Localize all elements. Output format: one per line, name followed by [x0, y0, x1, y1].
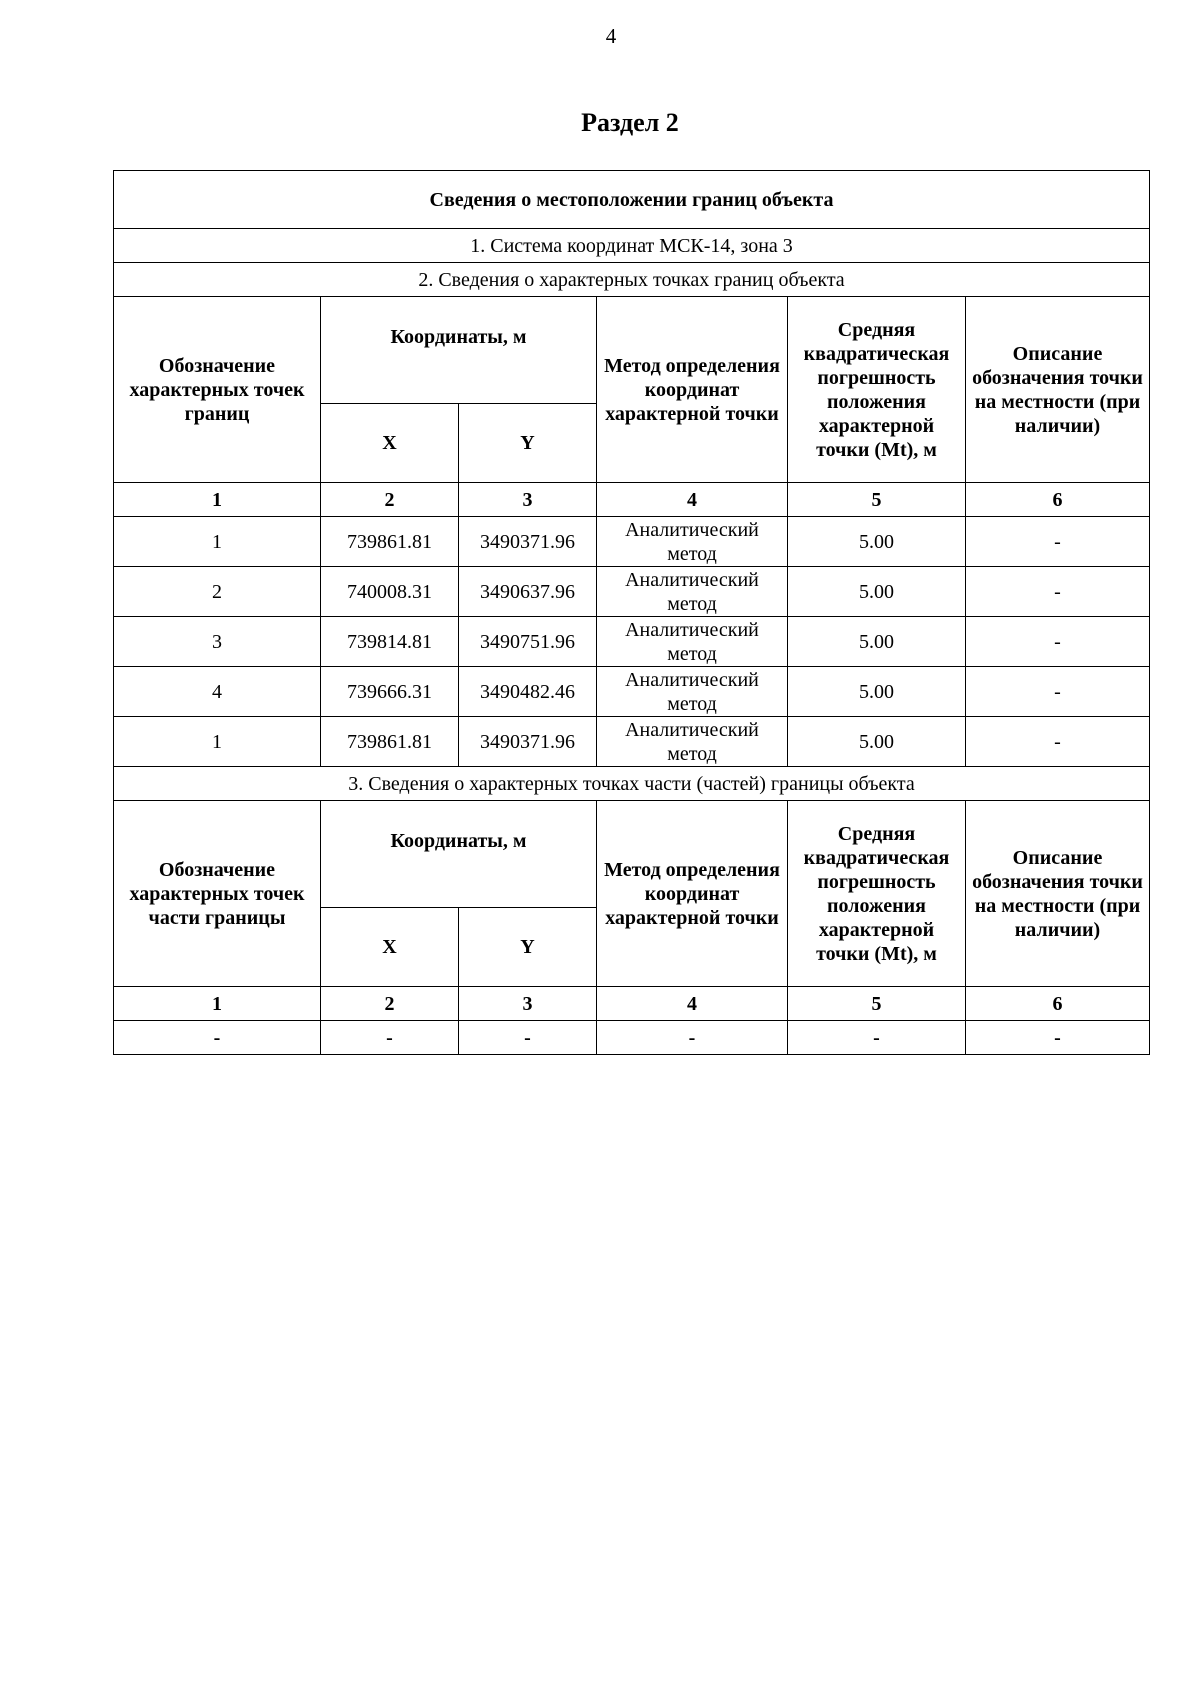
y-cell: 3490637.96	[459, 567, 597, 617]
header-point-designation: Обозначение характерных точек границ	[114, 297, 321, 483]
mt-cell: 5.00	[788, 567, 966, 617]
method-cell: Аналитический метод	[597, 667, 788, 717]
x-cell: 739861.81	[321, 717, 459, 767]
col-number: 4	[597, 483, 788, 517]
desc-cell: -	[966, 717, 1150, 767]
part-points-section-label: 3. Сведения о характерных точках части (частей) границы объекта	[114, 767, 1150, 801]
desc-cell: -	[966, 617, 1150, 667]
col-number: 5	[788, 483, 966, 517]
mt-cell: -	[788, 1021, 966, 1055]
x-cell: 739814.81	[321, 617, 459, 667]
x-cell: 740008.31	[321, 567, 459, 617]
boundary-table	[113, 170, 1150, 1055]
header-coordinates: Координаты, м	[321, 297, 597, 404]
point-cell: 2	[114, 567, 321, 617]
col-number: 1	[114, 483, 321, 517]
table-row	[114, 517, 1150, 567]
page-number: 4	[605, 24, 617, 48]
y-cell: 3490751.96	[459, 617, 597, 667]
method-cell: Аналитический метод	[597, 617, 788, 667]
desc-cell: -	[966, 1021, 1150, 1055]
header-x: X	[321, 908, 459, 987]
point-cell: 3	[114, 617, 321, 667]
header-method: Метод определения координат характерной точки	[597, 297, 788, 483]
header-y: Y	[459, 908, 597, 987]
col-number: 2	[321, 483, 459, 517]
col-number: 1	[114, 987, 321, 1021]
mt-cell: 5.00	[788, 667, 966, 717]
method-cell: -	[597, 1021, 788, 1055]
header-y: Y	[459, 404, 597, 483]
table-row	[114, 717, 1150, 767]
table-heading: Сведения о местоположении границ объекта	[114, 171, 1150, 229]
point-cell: -	[114, 1021, 321, 1055]
col-number: 2	[321, 987, 459, 1021]
point-cell: 1	[114, 517, 321, 567]
desc-cell: -	[966, 667, 1150, 717]
col-number: 6	[966, 987, 1150, 1021]
table-row	[114, 1021, 1150, 1055]
section-title: Раздел 2	[581, 108, 679, 137]
col-number: 4	[597, 987, 788, 1021]
point-cell: 1	[114, 717, 321, 767]
header-part-point-designation: Обозначение характерных точек части границы	[114, 801, 321, 987]
points-section-label: 2. Сведения о характерных точках границ объекта	[114, 263, 1150, 297]
desc-cell: -	[966, 567, 1150, 617]
col-number: 3	[459, 483, 597, 517]
coordinate-system-line: 1. Система координат МСК-14, зона 3	[114, 229, 1150, 263]
header-mean-error: Средняя квадратическая погрешность положения характерной точки (Mt), м	[788, 801, 966, 987]
col-number: 6	[966, 483, 1150, 517]
x-cell: 739861.81	[321, 517, 459, 567]
y-cell: -	[459, 1021, 597, 1055]
mt-cell: 5.00	[788, 617, 966, 667]
header-coordinates: Координаты, м	[321, 801, 597, 908]
header-mean-error: Средняя квадратическая погрешность положения характерной точки (Mt), м	[788, 297, 966, 483]
method-cell: Аналитический метод	[597, 517, 788, 567]
table-row	[114, 567, 1150, 617]
header-method: Метод определения координат характерной точки	[597, 801, 788, 987]
method-cell: Аналитический метод	[597, 717, 788, 767]
x-cell: 739666.31	[321, 667, 459, 717]
mt-cell: 5.00	[788, 517, 966, 567]
header-description: Описание обозначения точки на местности (при наличии)	[966, 297, 1150, 483]
table-row	[114, 667, 1150, 717]
col-number: 3	[459, 987, 597, 1021]
y-cell: 3490482.46	[459, 667, 597, 717]
point-cell: 4	[114, 667, 321, 717]
table-row	[114, 617, 1150, 667]
desc-cell: -	[966, 517, 1150, 567]
mt-cell: 5.00	[788, 717, 966, 767]
col-number: 5	[788, 987, 966, 1021]
method-cell: Аналитический метод	[597, 567, 788, 617]
x-cell: -	[321, 1021, 459, 1055]
header-description: Описание обозначения точки на местности (при наличии)	[966, 801, 1150, 987]
y-cell: 3490371.96	[459, 717, 597, 767]
header-x: X	[321, 404, 459, 483]
y-cell: 3490371.96	[459, 517, 597, 567]
